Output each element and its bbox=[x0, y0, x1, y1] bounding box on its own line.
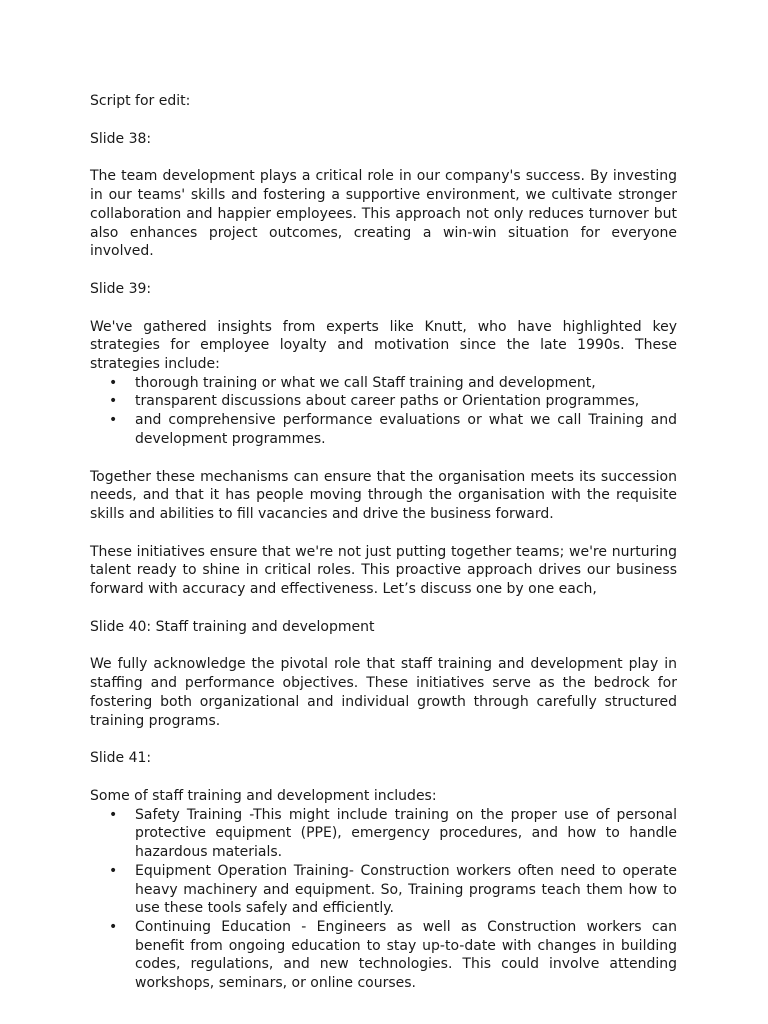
slide-39-intro: We've gathered insights from experts like Knutt, who have highlighted key strategies for employee loyalty and motivation since the late 1990s. These strategies include: bbox=[90, 318, 677, 373]
list-item: • Equipment Operation Training- Construction workers often need to operate heavy machinery and equipment. So, Training programs teach them how to use these tools safely and efficiently. bbox=[135, 862, 677, 918]
slide-41-title: Slide 41: bbox=[90, 750, 152, 767]
slide-39-paragraph-3: These initiatives ensure that we're not just putting together teams; we're nurturing talent ready to shine in critical roles. This proactive approach drives our business forward with accuracy and effectiveness. Let’s discuss one by one each, bbox=[90, 543, 677, 598]
slide-39-bullet-list bbox=[90, 374, 677, 449]
slide-41-intro: Some of staff training and development includes: bbox=[90, 787, 437, 804]
list-item: • transparent discussions about career paths or Orientation programmes, bbox=[135, 392, 677, 411]
slide-41-bullet-list bbox=[90, 806, 677, 993]
slide-39-title: Slide 39: bbox=[90, 280, 152, 297]
list-item: • thorough training or what we call Staff training and development, bbox=[135, 374, 677, 393]
list-item: • and comprehensive performance evaluations or what we call Training and development programmes. bbox=[135, 411, 677, 448]
list-item: • Safety Training -This might include training on the proper use of personal protective equipment (PPE), emergency procedures, and how to handle hazardous materials. bbox=[135, 806, 677, 862]
slide-40-body: We fully acknowledge the pivotal role that staff training and development play in staffing and performance objectives. These initiatives serve as the bedrock for fostering both organizational and individual growth through carefully structured training programs. bbox=[90, 656, 677, 729]
slide-40-title: Slide 40: Staff training and development bbox=[90, 618, 375, 635]
slide-38-body: The team development plays a critical role in our company's success. By investing in our teams' skills and fostering a supportive environment, we cultivate stronger collaboration and happier employees. This approach not only reduces turnover but also enhances project outcomes, creating a win-win situation for everyone involved. bbox=[90, 168, 677, 260]
document-page bbox=[90, 92, 677, 993]
list-item: • Continuing Education - Engineers as well as Construction workers can benefit from ongoing education to stay up-to-date with changes in building codes, regulations, and new technologies. This could involve attending workshops, seminars, or online courses. bbox=[135, 918, 677, 993]
document-heading: Script for edit: bbox=[90, 93, 191, 109]
slide-38-title: Slide 38: bbox=[90, 130, 152, 147]
slide-39-paragraph-2: Together these mechanisms can ensure that the organisation meets its succession needs, and that it has people moving through the organisation with the requisite skills and abilities to fill vacancies and drive the business forward. bbox=[90, 468, 677, 522]
